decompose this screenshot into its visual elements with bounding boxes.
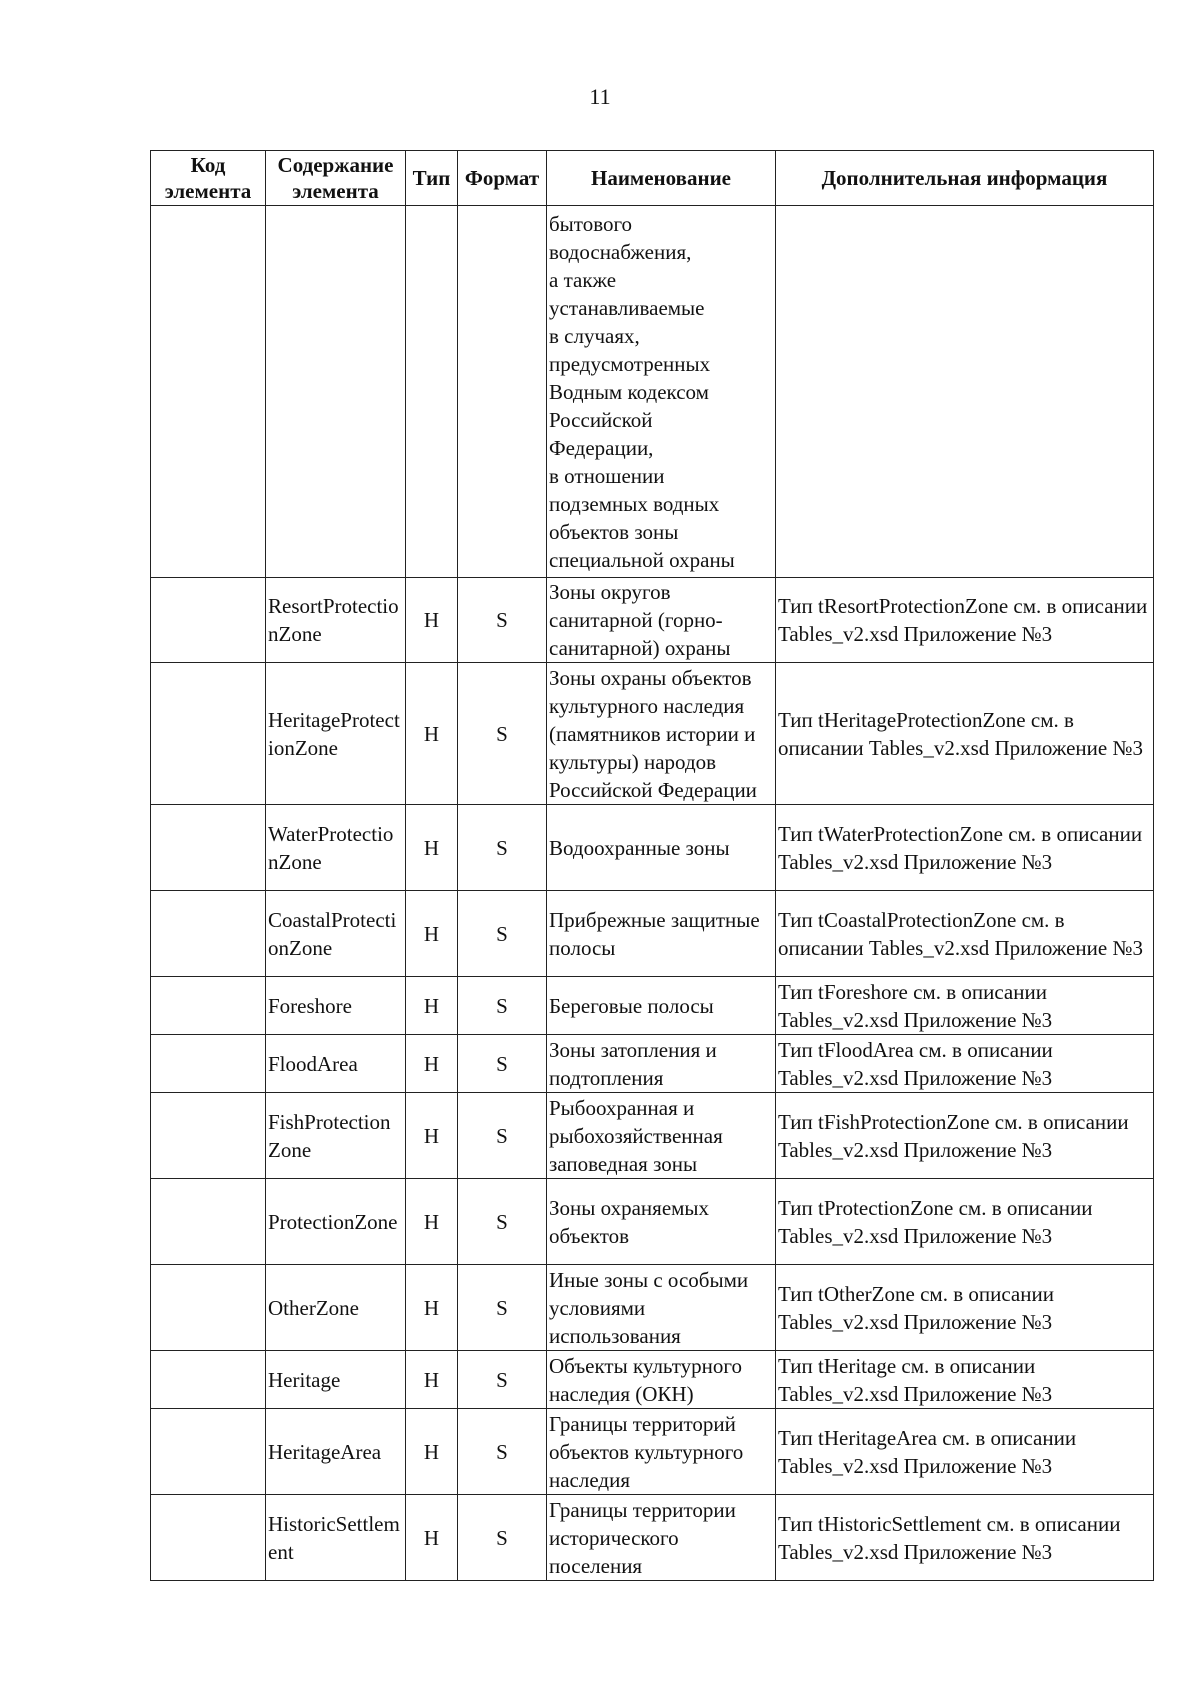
table-row: [151, 663, 1154, 805]
cell-name: Зоны округов санитарной (горно-санитарной) охраны: [547, 578, 776, 663]
cell-info: Тип tFloodArea см. в описании Tables_v2.xsd Приложение №3: [776, 1035, 1154, 1093]
cell-code: [151, 1351, 266, 1409]
cell-format: [458, 206, 547, 578]
cell-code: [151, 805, 266, 891]
cell-type: Н: [406, 663, 458, 805]
header-info: Дополнительная информация: [776, 151, 1154, 206]
cell-name: Границы территорий объектов культурного наследия: [547, 1409, 776, 1495]
table-row: [151, 1495, 1154, 1581]
cell-code: [151, 1035, 266, 1093]
table-row: [151, 1265, 1154, 1351]
cell-content: Heritage: [266, 1351, 406, 1409]
cell-content: ResortProtectionZone: [266, 578, 406, 663]
cell-name: Границы территории исторического поселения: [547, 1495, 776, 1581]
cell-type: Н: [406, 977, 458, 1035]
cell-code: [151, 977, 266, 1035]
table-row: [151, 805, 1154, 891]
cell-name: Прибрежные защитные полосы: [547, 891, 776, 977]
cell-type: [406, 206, 458, 578]
header-type: Тип: [406, 151, 458, 206]
cell-format: S: [458, 1093, 547, 1179]
table-row: [151, 1351, 1154, 1409]
cell-format: S: [458, 663, 547, 805]
header-code: Код элемента: [151, 151, 266, 206]
cell-name: Иные зоны с особыми условиями использования: [547, 1265, 776, 1351]
cell-name: Водоохранные зоны: [547, 805, 776, 891]
cell-type: Н: [406, 1035, 458, 1093]
cell-type: Н: [406, 1093, 458, 1179]
cell-type: Н: [406, 1265, 458, 1351]
cell-name: Рыбоохранная и рыбохозяйственная заповедная зоны: [547, 1093, 776, 1179]
cell-type: Н: [406, 578, 458, 663]
cell-type: Н: [406, 1179, 458, 1265]
cell-format: S: [458, 1409, 547, 1495]
cell-format: S: [458, 1351, 547, 1409]
table-row: [151, 1179, 1154, 1265]
cell-code: [151, 578, 266, 663]
cell-info: Тип tHistoricSettlement см. в описании Tables_v2.xsd Приложение №3: [776, 1495, 1154, 1581]
cell-name: Береговые полосы: [547, 977, 776, 1035]
cell-info: Тип tHeritage см. в описании Tables_v2.xsd Приложение №3: [776, 1351, 1154, 1409]
elements-table: [150, 150, 1154, 1581]
cell-content: HeritageProtectionZone: [266, 663, 406, 805]
table-row: [151, 977, 1154, 1035]
cell-format: S: [458, 1035, 547, 1093]
cell-code: [151, 1409, 266, 1495]
cell-name: Зоны затопления и подтопления: [547, 1035, 776, 1093]
cell-format: S: [458, 578, 547, 663]
cell-code: [151, 206, 266, 578]
cell-code: [151, 1179, 266, 1265]
cell-code: [151, 891, 266, 977]
cell-type: Н: [406, 1495, 458, 1581]
cell-info: [776, 206, 1154, 578]
cell-code: [151, 663, 266, 805]
cell-name: бытового водоснабжения, а также устанавливаемые в случаях, предусмотренных Водным кодексом Российской Федерации, в отношении подземных водных объектов зоны специальной охраны: [547, 206, 776, 578]
table-row: [151, 578, 1154, 663]
header-name: Наименование: [547, 151, 776, 206]
cell-content: OtherZone: [266, 1265, 406, 1351]
cell-info: Тип tForeshore см. в описании Tables_v2.xsd Приложение №3: [776, 977, 1154, 1035]
cell-info: Тип tProtectionZone см. в описании Tables_v2.xsd Приложение №3: [776, 1179, 1154, 1265]
table-row: [151, 1035, 1154, 1093]
cell-name: Объекты культурного наследия (ОКН): [547, 1351, 776, 1409]
cell-name: Зоны охраны объектов культурного наследия (памятников истории и культуры) народов Российской Федерации: [547, 663, 776, 805]
cell-name: Зоны охраняемых объектов: [547, 1179, 776, 1265]
cell-format: S: [458, 805, 547, 891]
cell-content: HeritageArea: [266, 1409, 406, 1495]
cell-content: FloodArea: [266, 1035, 406, 1093]
table-row: [151, 891, 1154, 977]
cell-format: S: [458, 1179, 547, 1265]
cell-format: S: [458, 977, 547, 1035]
table-row: [151, 1093, 1154, 1179]
cell-code: [151, 1495, 266, 1581]
cell-info: Тип tHeritageArea см. в описании Tables_v2.xsd Приложение №3: [776, 1409, 1154, 1495]
cell-code: [151, 1093, 266, 1179]
cell-content: CoastalProtectionZone: [266, 891, 406, 977]
cell-type: Н: [406, 1351, 458, 1409]
cell-content: [266, 206, 406, 578]
cell-info: Тип tFishProtectionZone см. в описании Tables_v2.xsd Приложение №3: [776, 1093, 1154, 1179]
cell-content: FishProtectionZone: [266, 1093, 406, 1179]
header-format: Формат: [458, 151, 547, 206]
cell-info: Тип tResortProtectionZone см. в описании Tables_v2.xsd Приложение №3: [776, 578, 1154, 663]
table-row: [151, 206, 1154, 578]
cell-format: S: [458, 891, 547, 977]
cell-content: ProtectionZone: [266, 1179, 406, 1265]
cell-info: Тип tCoastalProtectionZone см. в описании Tables_v2.xsd Приложение №3: [776, 891, 1154, 977]
table-header-row: [151, 151, 1154, 206]
cell-info: Тип tWaterProtectionZone см. в описании Tables_v2.xsd Приложение №3: [776, 805, 1154, 891]
table-row: [151, 1409, 1154, 1495]
cell-format: S: [458, 1265, 547, 1351]
cell-code: [151, 1265, 266, 1351]
cell-type: Н: [406, 1409, 458, 1495]
cell-content: HistoricSettlement: [266, 1495, 406, 1581]
page-number: 11: [589, 84, 611, 109]
cell-content: WaterProtectionZone: [266, 805, 406, 891]
cell-content: Foreshore: [266, 977, 406, 1035]
cell-info: Тип tHeritageProtectionZone см. в описании Tables_v2.xsd Приложение №3: [776, 663, 1154, 805]
cell-info: Тип tOtherZone см. в описании Tables_v2.xsd Приложение №3: [776, 1265, 1154, 1351]
cell-type: Н: [406, 805, 458, 891]
cell-type: Н: [406, 891, 458, 977]
header-content: Содержание элемента: [266, 151, 406, 206]
cell-format: S: [458, 1495, 547, 1581]
